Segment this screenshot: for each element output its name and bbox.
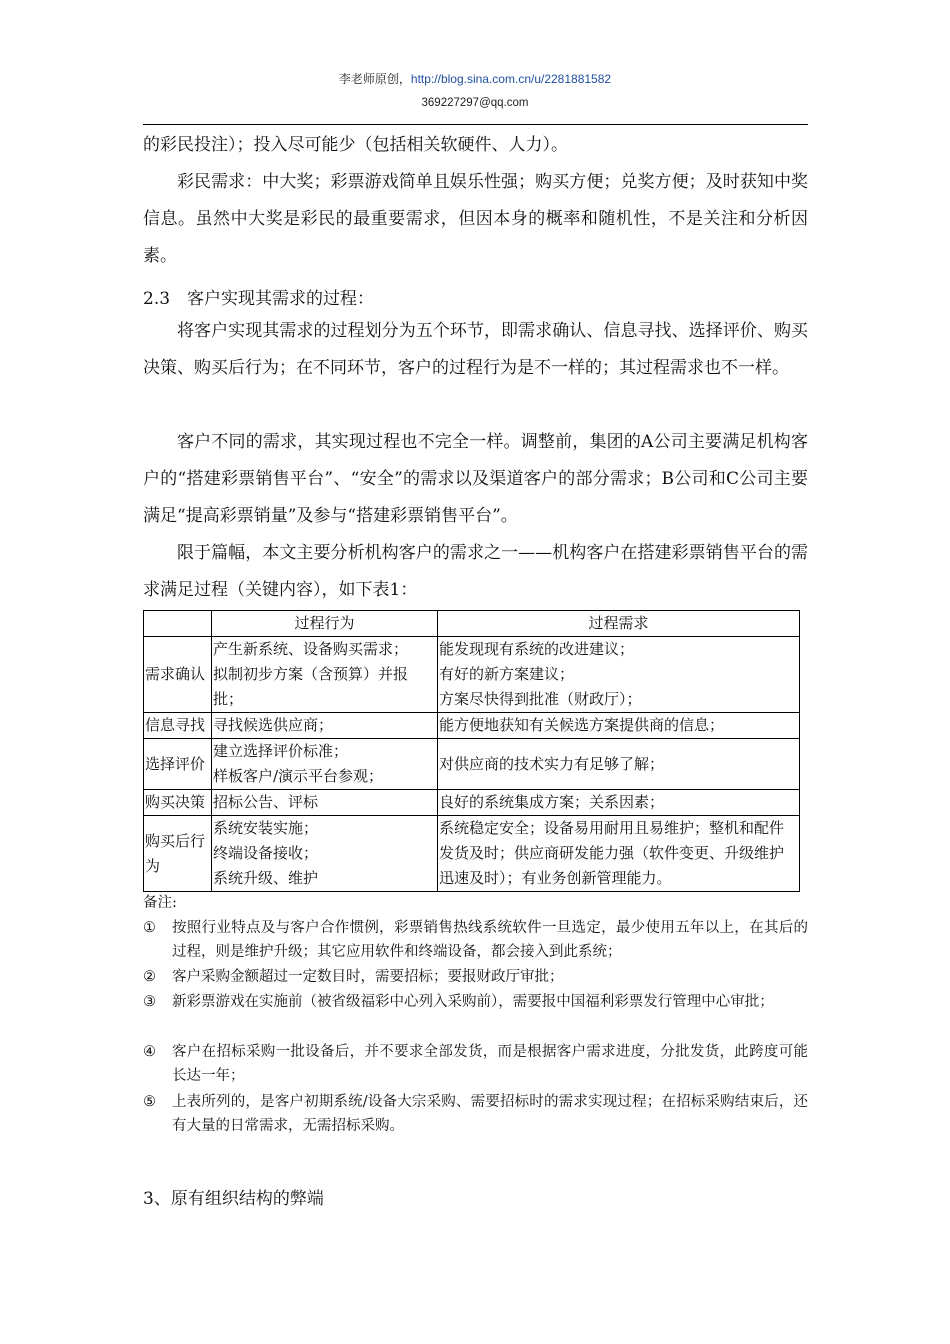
note-item [143,965,808,989]
behavior-cell [212,637,438,713]
page-header-email: 369227297@qq.com [421,97,529,109]
paragraph-table-intro: 限于篇幅，本文主要分析机构客户的需求之一——机构客户在搭建彩票销售平台的需求满足过程（关键内容），如下表1： [143,543,808,600]
behavior-line: 拟制初步方案（含预算）并报批； [213,665,409,708]
paragraph-lottery-player-needs: 彩民需求：中大奖；彩票游戏简单且娱乐性强；购买方便；兑奖方便；及时获知中奖信息。虽然中大奖是彩民的最重要需求，但因本身的概率和随机性，不是关注和分析因素。 [143,172,808,266]
table-row [144,637,800,713]
note-number: ② [143,969,156,985]
stage-cell: 信息寻找 [144,713,212,739]
behavior-line: 寻找候选供应商； [213,716,334,734]
page-header-author [0,70,950,87]
paragraph-1: 的彩民投注）；投入尽可能少（包括相关软硬件、人力）。 [143,135,568,155]
need-line: 系统稳定安全；设备易用耐用且易维护；整机和配件发货及时；供应商研发能力强（软件变更、升级维护迅速及时）；有业务创新管理能力。 [439,819,785,887]
note-number: ⑤ [143,1094,156,1110]
behavior-line: 终端设备接收； [213,844,319,862]
note-item [143,1090,808,1138]
behavior-line: 系统安装实施； [213,819,319,837]
section-heading-2-3: 2.3 客户实现其需求的过程： [143,289,375,309]
note-text: 客户在招标采购一批设备后，并不要求全部发货，而是根据客户需求进度，分批发货，此跨度可能长达一年； [172,1044,808,1084]
behavior-line: 招标公告、评标 [213,793,319,811]
table-row [144,790,800,816]
need-line: 方案尽快得到批准（财政厅）； [439,690,642,708]
table-header-behavior: 过程行为 [212,611,438,637]
note-text: 客户采购金额超过一定数目时，需要招标；要报财政厅审批； [172,969,564,985]
behavior-line: 建立选择评价标准； [213,742,349,760]
table-row [144,713,800,739]
paragraph-company-needs: 客户不同的需求，其实现过程也不完全一样。调整前，集团的A公司主要满足机构客户的“搭建彩票销售平台”、“安全”的需求以及渠道客户的部分需求；B公司和C公司主要满足“提高彩票销量”及参与“搭建彩票销售平台”。 [143,432,808,526]
need-cell [438,637,800,713]
need-cell [438,713,800,739]
blog-link[interactable]: http://blog.sina.com.cn/u/2281881582 [410,72,612,86]
note-text: 上表所列的，是客户初期系统/设备大宗采购、需要招标时的需求实现过程；在招标采购结束后，还有大量的日常需求，无需招标采购。 [172,1094,808,1134]
note-item [143,990,808,1014]
notes-label: 备注: [143,895,177,911]
table-header-need: 过程需求 [438,611,800,637]
author-label: 李老师原创， [338,72,411,86]
table-header-row [144,611,800,637]
need-line: 有好的新方案建议； [439,665,575,683]
need-line: 能发现现有系统的改进建议； [439,640,635,658]
note-text: 按照行业特点及与客户合作惯例，彩票销售热线系统软件一旦选定，最少使用五年以上，在其后的过程，则是维护升级；其它应用软件和终端设备，都会接入到此系统； [172,920,808,960]
behavior-cell [212,739,438,790]
need-cell [438,816,800,892]
need-cell [438,790,800,816]
behavior-cell [212,790,438,816]
process-table [143,610,800,892]
note-number: ① [143,920,156,936]
section-heading-3: 3、原有组织结构的弊端 [143,1189,324,1209]
stage-cell: 选择评价 [144,739,212,790]
note-item [143,1040,808,1088]
note-item [143,916,808,964]
note-text: 新彩票游戏在实施前（被省级福彩中心列入采购前），需要报中国福利彩票发行管理中心审批； [172,994,774,1010]
behavior-line: 产生新系统、设备购买需求； [213,640,409,658]
behavior-line: 样板客户/演示平台参观； [213,767,384,785]
paragraph-process-stages: 将客户实现其需求的过程划分为五个环节，即需求确认、信息寻找、选择评价、购买决策、购买后行为；在不同环节，客户的过程行为是不一样的；其过程需求也不一样。 [143,321,808,378]
table-row [144,816,800,892]
need-line: 能方便地获知有关候选方案提供商的信息； [439,716,725,734]
stage-cell: 需求确认 [144,637,212,713]
table-header-blank [144,611,212,637]
need-line: 对供应商的技术实力有足够了解； [439,754,665,773]
header-rule [143,124,808,125]
stage-cell: 购买后行为 [144,816,212,892]
need-cell [438,739,800,790]
behavior-line: 系统升级、维护 [213,869,319,887]
need-line: 良好的系统集成方案；关系因素； [439,793,665,811]
behavior-cell [212,816,438,892]
note-number: ④ [143,1044,156,1060]
table-row [144,739,800,790]
stage-cell: 购买决策 [144,790,212,816]
behavior-cell [212,713,438,739]
note-number: ③ [143,994,156,1010]
